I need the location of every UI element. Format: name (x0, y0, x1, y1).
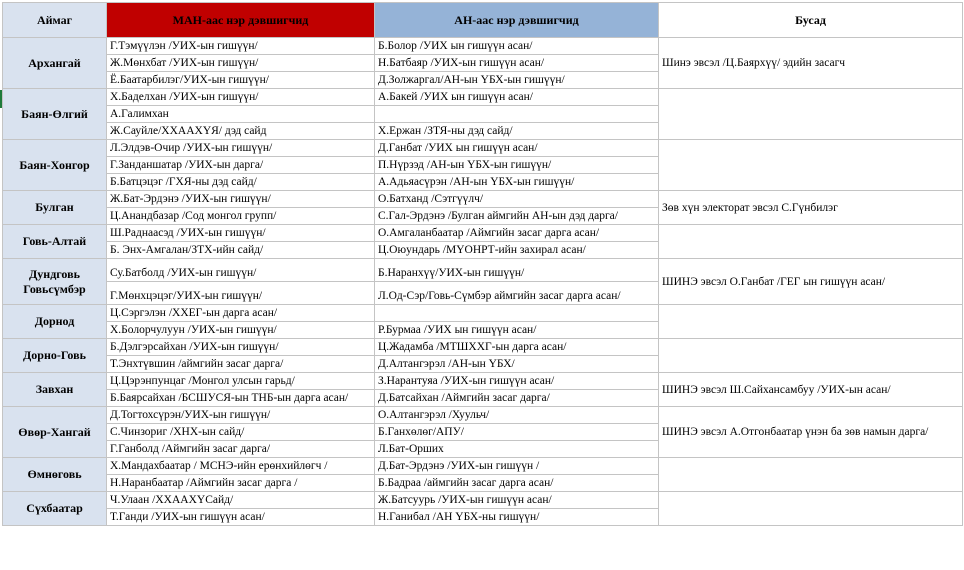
an-cell[interactable]: Х.Ержан /ЗТЯ-ны дэд сайд/ (375, 123, 659, 140)
man-cell[interactable]: Ц.Цэрэнпунцаг /Монгол улсын гарьд/ (107, 373, 375, 390)
aimag-cell[interactable]: Архангай (3, 38, 107, 89)
an-cell[interactable]: Б.Болор /УИХ ын гишүүн асан/ (375, 38, 659, 55)
aimag-cell[interactable]: Дорно-Говь (3, 339, 107, 373)
table-row (3, 339, 963, 356)
man-cell[interactable]: Су.Батболд /УИХ-ын гишүүн/ (107, 259, 375, 282)
candidates-table (2, 2, 963, 526)
man-cell[interactable]: С.Чинзориг /ХНХ-ын сайд/ (107, 424, 375, 441)
man-cell[interactable]: Г.Занданшатар /УИХ-ын дарга/ (107, 157, 375, 174)
an-cell[interactable]: Д.Золжаргал/АН-ын ҮБХ-ын гишүүн/ (375, 72, 659, 89)
man-cell[interactable]: Б.Батцэцэг /ГХЯ-ны дэд сайд/ (107, 174, 375, 191)
aimag-cell[interactable]: Сүхбаатар (3, 492, 107, 526)
table-row (3, 38, 963, 55)
an-cell[interactable]: А.Бакей /УИХ ын гишүүн асан/ (375, 89, 659, 106)
table-row (3, 305, 963, 322)
table-row (3, 492, 963, 509)
an-cell[interactable]: А.Адьяасүрэн /АН-ын ҮБХ-ын гишүүн/ (375, 174, 659, 191)
an-cell[interactable]: Б.Бадраа /аймгийн засаг дарга асан/ (375, 475, 659, 492)
man-cell[interactable]: Ж.Сауйле/ХХААХҮЯ/ дэд сайд (107, 123, 375, 140)
an-cell[interactable]: Д.Ганбат /УИХ ын гишүүн асан/ (375, 140, 659, 157)
busad-cell[interactable]: ШИНЭ эвсэл Ш.Сайхансамбуу /УИХ-ын асан/ (659, 373, 963, 407)
man-cell[interactable]: Т.Ганди /УИХ-ын гишүүн асан/ (107, 509, 375, 526)
busad-cell[interactable] (659, 89, 963, 140)
an-cell[interactable]: О.Алтангэрэл /Хуульч/ (375, 407, 659, 424)
an-cell[interactable] (375, 106, 659, 123)
man-cell[interactable]: Х.Баделхан /УИХ-ын гишүүн/ (107, 89, 375, 106)
an-cell[interactable] (375, 305, 659, 322)
man-cell[interactable]: Б. Энх-Амгалан/ЗТХ-ийн сайд/ (107, 242, 375, 259)
table-row (3, 458, 963, 475)
man-cell[interactable]: Ц.Анандбазар /Сод монгол групп/ (107, 208, 375, 225)
an-cell[interactable]: Д.Батсайхан /Аймгийн засаг дарга/ (375, 390, 659, 407)
header-man[interactable]: МАН-аас нэр дэвшигчид (107, 3, 375, 38)
aimag-cell[interactable]: Баян-Өлгий (3, 89, 107, 140)
busad-cell[interactable] (659, 492, 963, 526)
busad-cell[interactable] (659, 225, 963, 259)
an-cell[interactable]: Ж.Батсуурь /УИХ-ын гишүүн асан/ (375, 492, 659, 509)
an-cell[interactable]: Л.Бат-Орших (375, 441, 659, 458)
man-cell[interactable]: Т.Энхтүвшин /аймгийн засаг дарга/ (107, 356, 375, 373)
table-row (3, 140, 963, 157)
aimag-cell[interactable]: Өмнөговь (3, 458, 107, 492)
aimag-cell[interactable]: Дундговь Говьсүмбэр (3, 259, 107, 305)
man-cell[interactable]: Ж.Бат-Эрдэнэ /УИХ-ын гишүүн/ (107, 191, 375, 208)
table-row (3, 407, 963, 424)
table-row (3, 373, 963, 390)
busad-cell[interactable] (659, 339, 963, 373)
an-cell[interactable]: Н.Батбаяр /УИХ-ын гишүүн асан/ (375, 55, 659, 72)
an-cell[interactable]: Б.Наранхүү/УИХ-ын гишүүн/ (375, 259, 659, 282)
an-cell[interactable]: О.Амгаланбаатар /Аймгийн засаг дарга асан/ (375, 225, 659, 242)
aimag-cell[interactable]: Говь-Алтай (3, 225, 107, 259)
an-cell[interactable]: Ц.Оюундарь /МҮОНРТ-ийн захирал асан/ (375, 242, 659, 259)
busad-cell[interactable] (659, 140, 963, 191)
aimag-cell[interactable]: Булган (3, 191, 107, 225)
table-row (3, 191, 963, 208)
aimag-cell[interactable]: Баян-Хонгор (3, 140, 107, 191)
busad-cell[interactable]: ШИНЭ эвсэл О.Ганбат /ГЕГ ын гишүүн асан/ (659, 259, 963, 305)
an-cell[interactable]: Р.Бурмаа /УИХ ын гишүүн асан/ (375, 322, 659, 339)
man-cell[interactable]: Ё.Баатарбилэг/УИХ-ын гишүүн/ (107, 72, 375, 89)
man-cell[interactable]: Х.Мандахбаатар / МСНЭ-ийн ерөнхийлөгч / (107, 458, 375, 475)
table-row (3, 225, 963, 242)
table-row (3, 259, 963, 282)
man-cell[interactable]: Г.Мөнхцэцэг/УИХ-ын гишүүн/ (107, 282, 375, 305)
header-busad[interactable]: Бусад (659, 3, 963, 38)
an-cell[interactable]: Ц.Жадамба /МТШХХГ-ын дарга асан/ (375, 339, 659, 356)
an-cell[interactable]: З.Нарантуяа /УИХ-ын гишүүн асан/ (375, 373, 659, 390)
busad-cell[interactable] (659, 458, 963, 492)
man-cell[interactable]: Ш.Раднаасэд /УИХ-ын гишүүн/ (107, 225, 375, 242)
man-cell[interactable]: Н.Наранбаатар /Аймгийн засаг дарга / (107, 475, 375, 492)
man-cell[interactable]: Ц.Сэргэлэн /ХХЕГ-ын дарга асан/ (107, 305, 375, 322)
an-cell[interactable]: О.Батханд /Сэтгүүлч/ (375, 191, 659, 208)
an-cell[interactable]: Д.Бат-Эрдэнэ /УИХ-ын гишүүн / (375, 458, 659, 475)
header-an[interactable]: АН-аас нэр дэвшигчид (375, 3, 659, 38)
aimag-cell[interactable]: Дорнод (3, 305, 107, 339)
man-cell[interactable]: Г.Ганболд /Аймгийн засаг дарга/ (107, 441, 375, 458)
man-cell[interactable]: Ж.Мөнхбат /УИХ-ын гишүүн/ (107, 55, 375, 72)
busad-cell[interactable] (659, 305, 963, 339)
busad-cell[interactable]: Шинэ эвсэл /Ц.Баярхүү/ эдийн засагч (659, 38, 963, 89)
man-cell[interactable]: Х.Болорчулуун /УИХ-ын гишүүн/ (107, 322, 375, 339)
man-cell[interactable]: Б.Дэлгэрсайхан /УИХ-ын гишүүн/ (107, 339, 375, 356)
man-cell[interactable]: Ч.Улаан /ХХААХҮСайд/ (107, 492, 375, 509)
an-cell[interactable]: Д.Алтангэрэл /АН-ын ҮБХ/ (375, 356, 659, 373)
man-cell[interactable]: Л.Элдэв-Очир /УИХ-ын гишүүн/ (107, 140, 375, 157)
an-cell[interactable]: С.Гал-Эрдэнэ /Булган аймгийн АН-ын дэд дарга/ (375, 208, 659, 225)
busad-cell[interactable]: ШИНЭ эвсэл А.Отгонбаатар үнэн ба зөв намын дарга/ (659, 407, 963, 458)
table-row (3, 89, 963, 106)
header-aimag[interactable]: Аймаг (3, 3, 107, 38)
an-cell[interactable]: Б.Ганхөлөг/АПУ/ (375, 424, 659, 441)
aimag-cell[interactable]: Завхан (3, 373, 107, 407)
an-cell[interactable]: П.Нүрзэд /АН-ын ҮБХ-ын гишүүн/ (375, 157, 659, 174)
an-cell[interactable]: Л.Од-Сэр/Говь-Сүмбэр аймгийн засаг дарга асан/ (375, 282, 659, 305)
man-cell[interactable]: Б.Баярсайхан /БСШУСЯ-ын ТНБ-ын дарга асан/ (107, 390, 375, 407)
man-cell[interactable]: Г.Тэмүүлэн /УИХ-ын гишүүн/ (107, 38, 375, 55)
man-cell[interactable]: А.Галимхан (107, 106, 375, 123)
busad-cell[interactable]: Зөв хүн электорат эвсэл С.Гүнбилэг (659, 191, 963, 225)
man-cell[interactable]: Д.Тогтохсүрэн/УИХ-ын гишүүн/ (107, 407, 375, 424)
an-cell[interactable]: Н.Ганибал /АН ҮБХ-ны гишүүн/ (375, 509, 659, 526)
aimag-cell[interactable]: Өвөр-Хангай (3, 407, 107, 458)
